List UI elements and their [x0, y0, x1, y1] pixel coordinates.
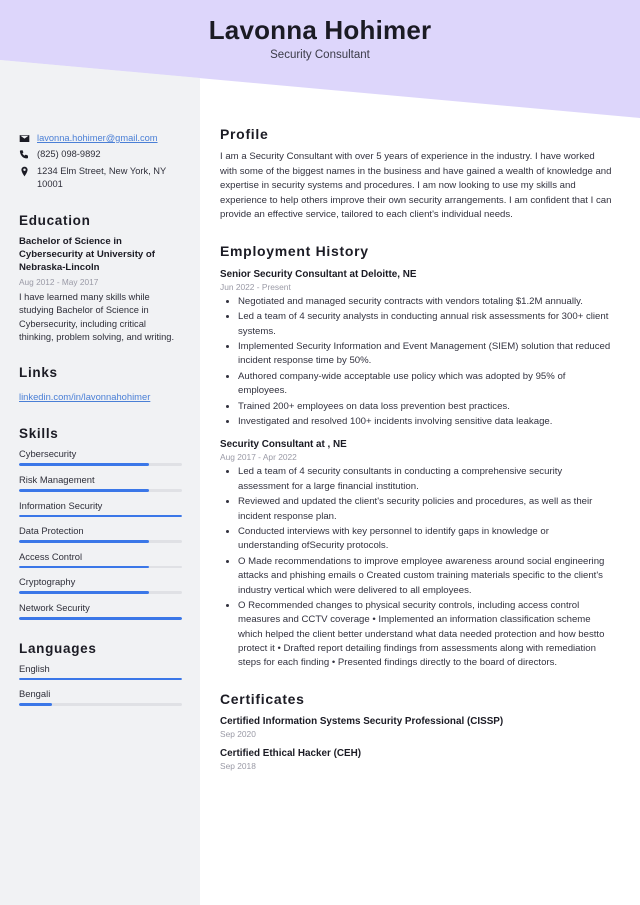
job-title: Security Consultant at , NE [220, 439, 347, 451]
job-bullet: • Led a team of 4 security consultants in conducting a comprehensive security assessment for a large financial institution. [238, 465, 612, 494]
contact-list [19, 132, 182, 192]
skill-bar-fill [19, 591, 149, 594]
address-text: 1234 Elm Street, New York, NY 10001 [37, 165, 167, 190]
profile-section [220, 126, 612, 223]
certificate-item [220, 716, 612, 739]
job-bullet: • Trained 200+ employees on data loss prevention best practices. [238, 400, 612, 414]
language-bar-track [19, 703, 182, 706]
linkedin-link[interactable]: linkedin.com/in/lavonnahohimer [19, 391, 151, 403]
skill-bar-fill [19, 515, 182, 518]
phone-text: (825) 098-9892 [37, 149, 101, 160]
header [0, 16, 640, 61]
profile-text: I am a Security Consultant with over 5 years of experience in the industry. I have worked with some of the biggest names in the business and have gained a wealth of knowledge and expertise in security systems and procedures. I am now looking to use my skills and experience to help others improve their own security arrangements. I am confident that I can provide an effective service, tailored to each client's individual needs. [220, 151, 612, 221]
job-entry [220, 439, 612, 670]
skill-bar-fill [19, 540, 149, 543]
job-bullet: • O Made recommendations to improve employee awareness around social engineering attacks and phishing emails o Created custom training materials specific to the client's industry vertical which were delivered to all employees. [238, 555, 612, 598]
links-section [19, 365, 182, 405]
employment-section [220, 243, 612, 671]
skill-item [19, 602, 182, 620]
employment-heading: Employment History [220, 242, 369, 259]
email-link[interactable]: lavonna.hohimer@gmail.com [37, 133, 158, 143]
sidebar [0, 132, 200, 714]
certificates-section [220, 691, 612, 771]
skill-bar-track [19, 617, 182, 620]
certificate-date: Sep 2018 [220, 760, 256, 771]
contact-item-phone [19, 148, 182, 161]
languages-list [19, 663, 182, 706]
language-bar-fill [19, 678, 182, 681]
skill-bar-track [19, 566, 182, 569]
job-bullet: • Authored company-wide acceptable use policy which was adopted by 95% of employees. [238, 370, 612, 399]
skill-label: Cryptography [19, 576, 76, 588]
skill-bar-track [19, 463, 182, 466]
job-entry [220, 269, 612, 430]
jobs-list [220, 269, 612, 671]
skills-section [19, 426, 182, 619]
job-date: Aug 2017 - Apr 2022 [220, 452, 297, 463]
job-title: Senior Security Consultant at Deloitte, NE [220, 268, 417, 280]
skill-bar-fill [19, 463, 149, 466]
profile-heading: Profile [220, 126, 269, 142]
certificates-list [220, 716, 612, 771]
certificate-name: Certified Ethical Hacker (CEH) [220, 747, 362, 759]
skill-bar-fill [19, 489, 149, 492]
header-subtitle: Security Consultant [270, 48, 370, 61]
skill-bar-track [19, 515, 182, 518]
contact-item-address [19, 165, 182, 192]
job-bullet: • Conducted interviews with key personnel to identify gaps in knowledge or understanding ofSecurity protocols. [238, 525, 612, 554]
language-bar-track [19, 678, 182, 681]
envelope-icon [19, 132, 32, 144]
skill-bar-fill [19, 617, 182, 620]
certificate-name: Certified Information Systems Security Professional (CISSP) [220, 715, 504, 727]
job-bullet-list [220, 295, 612, 430]
certificate-date: Sep 2020 [220, 728, 256, 739]
certificates-heading: Certificates [220, 690, 305, 707]
skill-bar-track [19, 540, 182, 543]
skill-label: Data Protection [19, 525, 84, 537]
skill-label: Cybersecurity [19, 448, 77, 460]
education-section [19, 213, 182, 345]
job-bullet: • O Recommended changes to physical security controls, including access control measures and CCTV coverage • Implemented an information classification scheme which helped the client better understand what data needed protection and how bestto protect it • Drafted report detailing findings from assessments along with remediation steps for each finding • Presented findings directly to the board of directors. [238, 599, 612, 671]
phone-icon [19, 148, 32, 160]
job-bullet: • Investigated and resolved 100+ incidents involving sensitive data leakage. [238, 415, 612, 429]
links-heading: Links [19, 365, 58, 381]
skill-bar-fill [19, 566, 149, 569]
skills-list [19, 448, 182, 619]
skill-label: Network Security [19, 602, 90, 614]
skill-label: Risk Management [19, 474, 95, 486]
skill-bar-track [19, 489, 182, 492]
page-title: Lavonna Hohimer [208, 15, 432, 45]
education-date: Aug 2012 - May 2017 [19, 276, 99, 287]
language-bar-fill [19, 703, 52, 706]
skill-item [19, 448, 182, 466]
education-degree: Bachelor of Science in Cybersecurity at University of Nebraska-Lincoln [19, 235, 155, 274]
skill-label: Information Security [19, 499, 103, 511]
language-item [19, 663, 182, 681]
main-content [200, 126, 640, 771]
location-pin-icon [19, 165, 32, 177]
contact-item-email [19, 132, 182, 145]
job-bullet: • Implemented Security Information and Event Management (SIEM) solution that reduced incident response time by 50%. [238, 340, 612, 369]
skill-item [19, 474, 182, 492]
languages-heading: Languages [19, 640, 97, 656]
skill-bar-track [19, 591, 182, 594]
job-date: Jun 2022 - Present [220, 281, 291, 292]
job-bullet: • Reviewed and updated the client's security policies and procedures, as well as their incident response plan. [238, 495, 612, 524]
language-label: Bengali [19, 688, 51, 700]
education-heading: Education [19, 212, 91, 228]
job-bullet: • Negotiated and managed security contracts with vendors totaling $1.2M annually. [238, 295, 612, 309]
skill-label: Access Control [19, 550, 83, 562]
languages-section [19, 641, 182, 706]
skills-heading: Skills [19, 426, 59, 442]
job-bullet: • Led a team of 4 security analysts in conducting annual risk assessments for 300+ client systems. [238, 310, 612, 339]
skill-item [19, 576, 182, 594]
language-label: English [19, 662, 50, 674]
skill-item [19, 500, 182, 518]
skill-item [19, 551, 182, 569]
certificate-item [220, 748, 612, 771]
skill-item [19, 525, 182, 543]
language-item [19, 688, 182, 706]
education-description: I have learned many skills while studying Bachelor of Science in Cybersecurity, including critical thinking, problem solving, and writing. [19, 291, 175, 342]
job-bullet-list [220, 465, 612, 670]
